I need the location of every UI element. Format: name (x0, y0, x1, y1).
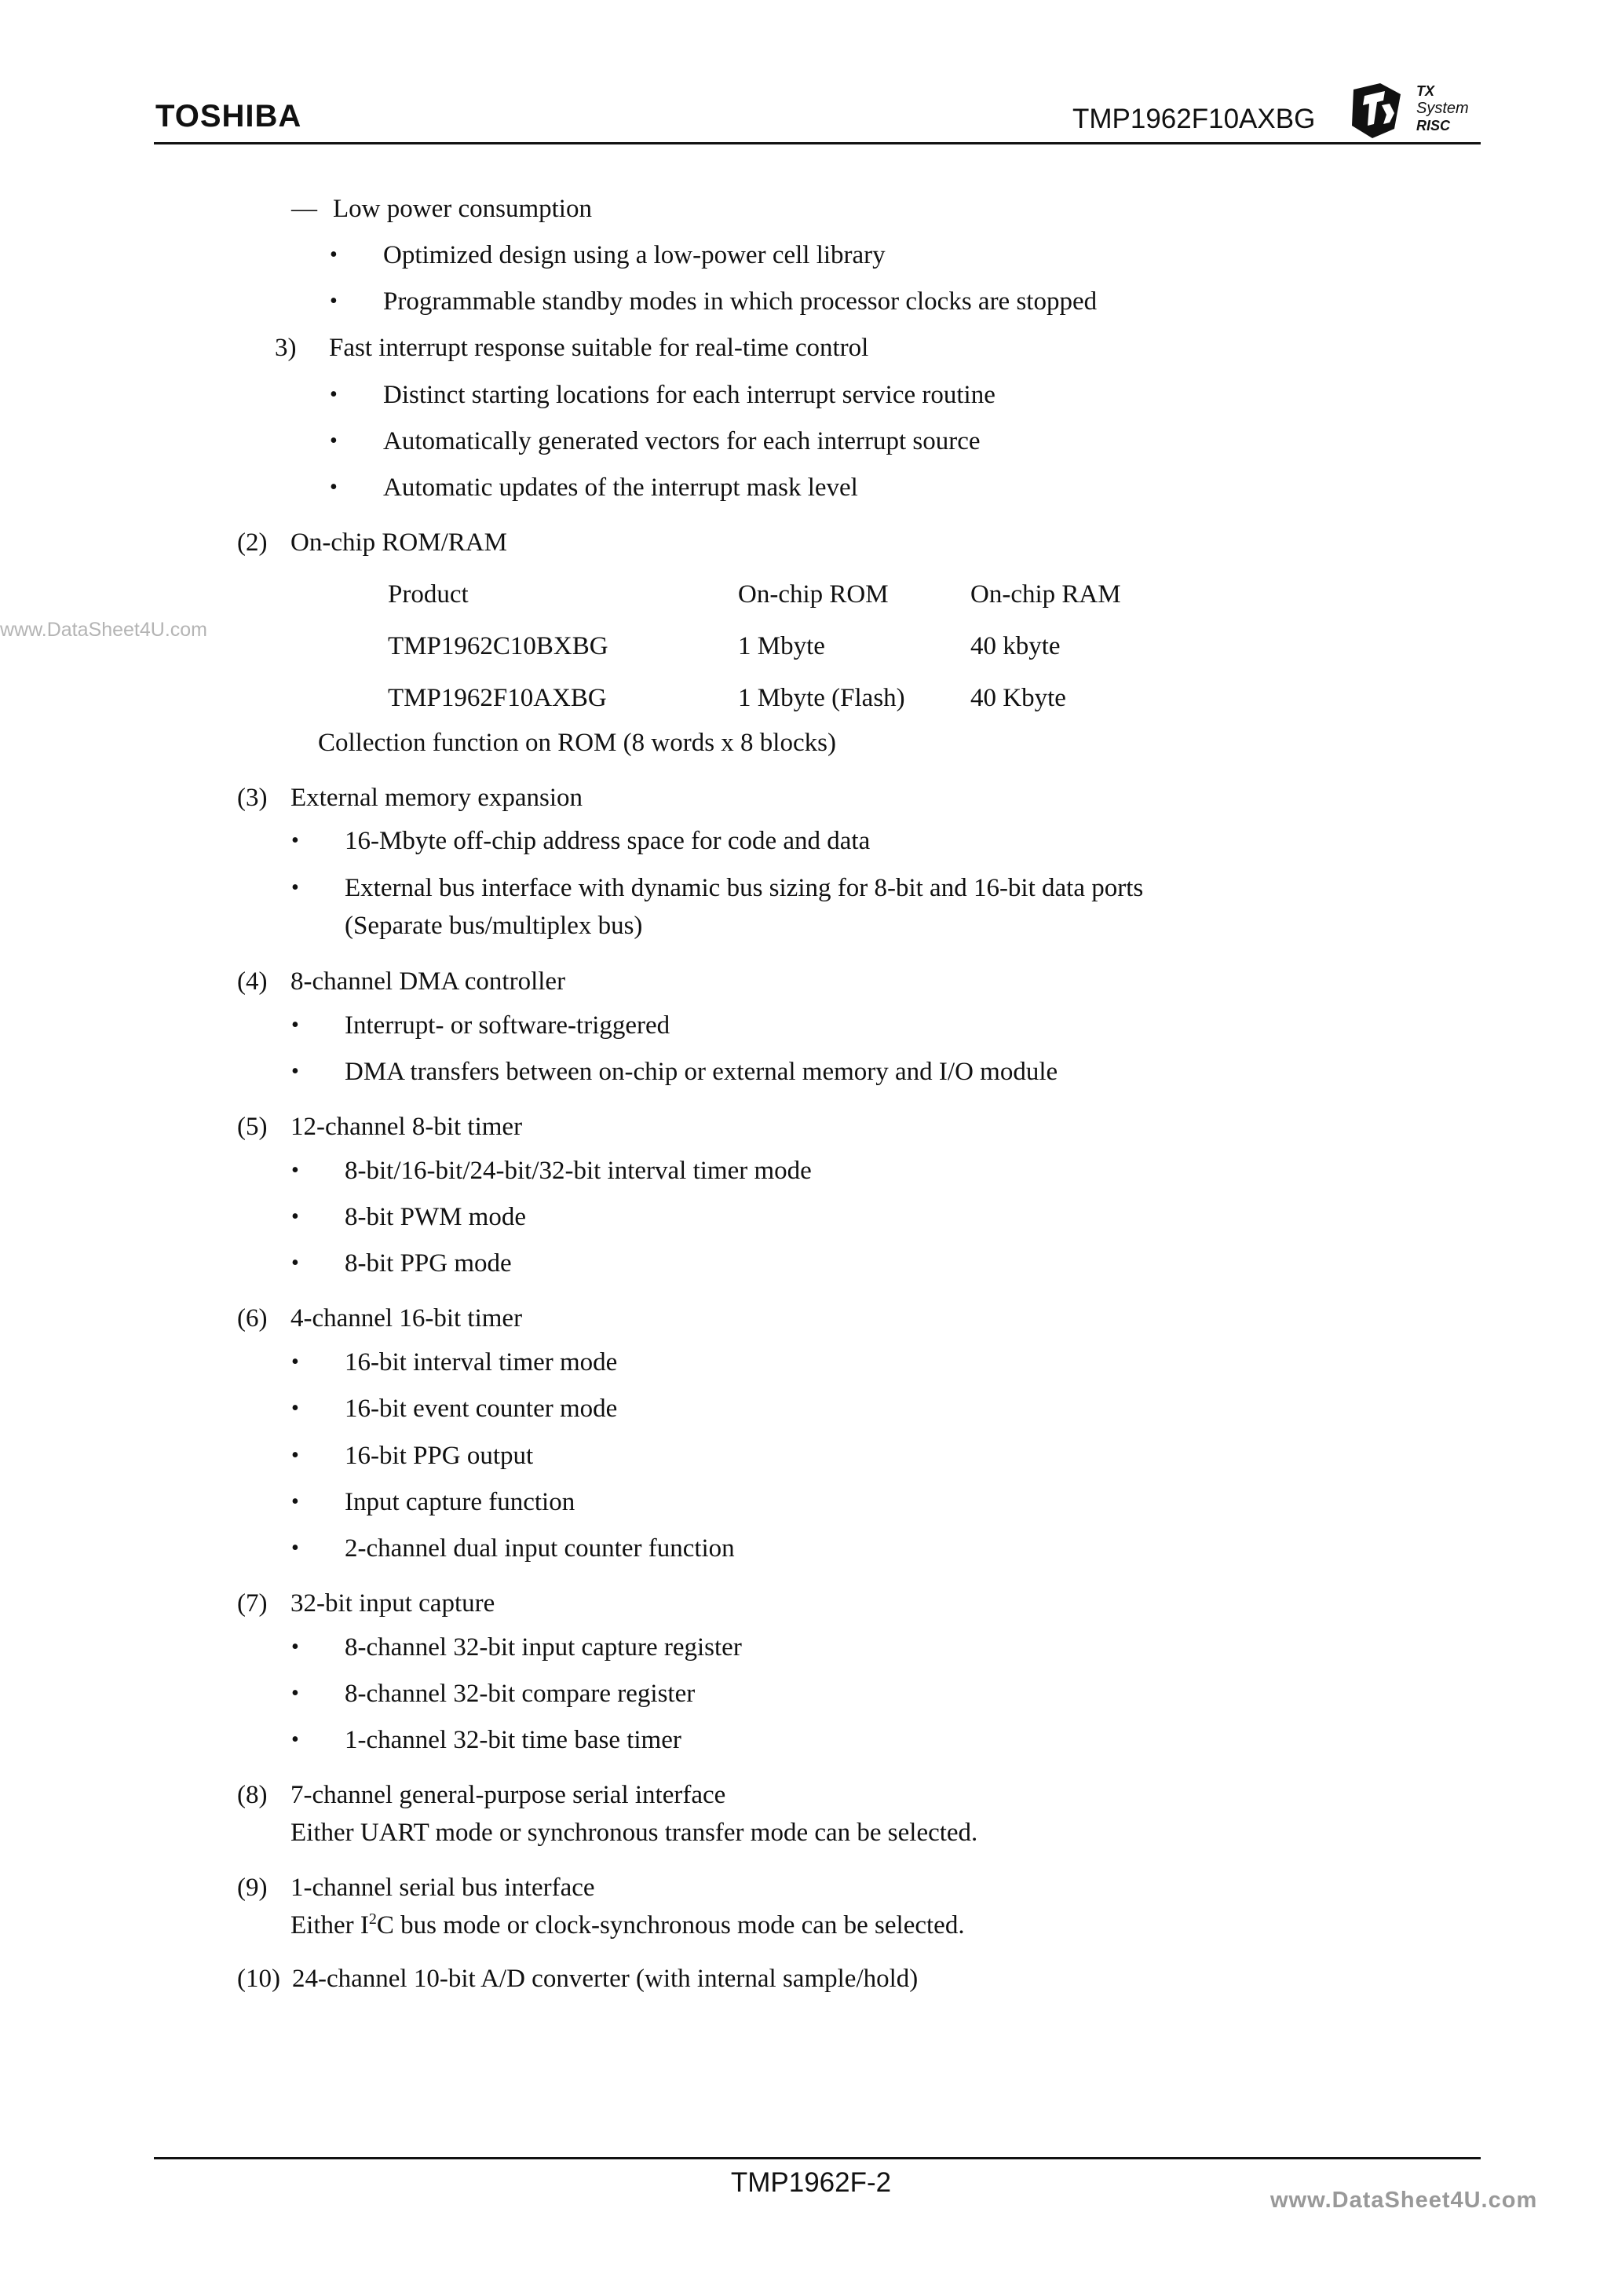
section-number: (8) (237, 1781, 268, 1809)
table-cell: 40 Kbyte (970, 684, 1066, 712)
section-number: (3) (237, 784, 268, 812)
list-item: • DMA transfers between on-chip or external memory and I/O module (345, 1058, 1058, 1087)
table-cell: 1 Mbyte (738, 632, 825, 660)
company-logo-text: TOSHIBA (155, 99, 302, 133)
section-title: External memory expansion (290, 784, 583, 812)
section-title: 32-bit input capture (290, 1589, 495, 1618)
dash-marker: — (291, 195, 317, 223)
section-title: 4-channel 16-bit timer (290, 1304, 523, 1333)
table-header: Product (388, 580, 469, 609)
section-number: (10) (237, 1965, 280, 1993)
list-item: • 8-channel 32-bit compare register (345, 1680, 695, 1709)
list-item: • 2-channel dual input counter function (345, 1534, 735, 1563)
section-title: On-chip ROM/RAM (290, 528, 507, 557)
section-number: (9) (237, 1874, 268, 1902)
subsection-title: Fast interrupt response suitable for real-time control (329, 334, 869, 362)
list-item: • Automatic updates of the interrupt mask level (383, 473, 858, 503)
tx-system-risc-logo (1346, 79, 1479, 141)
section-note: Collection function on ROM (8 words x 8 blocks) (318, 729, 836, 757)
table-header: On-chip RAM (970, 580, 1121, 609)
section-title: 7-channel general-purpose serial interface (290, 1781, 726, 1809)
list-item: • 16-bit event counter mode (345, 1395, 617, 1424)
list-item: • 1-channel 32-bit time base timer (345, 1726, 681, 1755)
section-title: 8-channel DMA controller (290, 967, 566, 996)
list-item: • Distinct starting locations for each interrupt service routine (383, 381, 995, 410)
item-number: 3) (275, 334, 297, 362)
watermark-left: www.DataSheet4U.com (0, 619, 208, 641)
section-number: (7) (237, 1589, 268, 1618)
list-item: • 8-bit/16-bit/24-bit/32-bit interval timer mode (345, 1157, 812, 1186)
list-item: • 8-bit PPG mode (345, 1249, 512, 1278)
section-description: Either UART mode or synchronous transfer mode can be selected. (290, 1819, 978, 1847)
list-item: • External bus interface with dynamic bus sizing for 8-bit and 16-bit data ports (345, 874, 1143, 903)
section-number: (6) (237, 1304, 268, 1333)
header-part-number: TMP1962F10AXBG (1072, 104, 1316, 134)
subsection-title: Low power consumption (333, 195, 592, 223)
superscript: 2 (368, 1910, 377, 1928)
section-number: (4) (237, 967, 268, 996)
section-title: 1-channel serial bus interface (290, 1874, 595, 1902)
section-number: (5) (237, 1113, 268, 1141)
section-description (290, 1911, 965, 1940)
logo-tx-text: TX (1416, 83, 1435, 99)
list-item: • 16-bit interval timer mode (345, 1348, 617, 1377)
list-item: • Optimized design using a low-power cell library (383, 241, 886, 270)
desc-part: C bus mode or clock-synchronous mode can be selected. (376, 1911, 965, 1940)
section-title: 12-channel 8-bit timer (290, 1113, 523, 1141)
table-cell: 40 kbyte (970, 632, 1061, 660)
list-item: • 16-Mbyte off-chip address space for code and data (345, 827, 870, 856)
table-cell: TMP1962C10BXBG (388, 632, 608, 660)
logo-risc-text: RISC (1416, 118, 1451, 133)
page-number: TMP1962F-2 (730, 2167, 892, 2198)
watermark-right: www.DataSheet4U.com (1270, 2188, 1538, 2213)
desc-part: Either I (290, 1911, 369, 1940)
list-item: • Automatically generated vectors for each interrupt source (383, 427, 981, 456)
section-number: (2) (237, 528, 268, 557)
table-cell: 1 Mbyte (Flash) (738, 684, 905, 712)
logo-system-text: System (1416, 100, 1469, 117)
list-item-continuation: (Separate bus/multiplex bus) (345, 912, 643, 940)
list-item: • Interrupt- or software-triggered (345, 1011, 670, 1040)
header-rule (154, 142, 1481, 144)
list-item: • Input capture function (345, 1488, 575, 1517)
list-item: • 16-bit PPG output (345, 1442, 533, 1471)
table-cell: TMP1962F10AXBG (388, 684, 607, 712)
list-item: • 8-bit PWM mode (345, 1203, 526, 1232)
table-header: On-chip ROM (738, 580, 889, 609)
list-item: • Programmable standby modes in which processor clocks are stopped (383, 287, 1097, 316)
section-title: 24-channel 10-bit A/D converter (with internal sample/hold) (292, 1965, 919, 1993)
footer-rule (154, 2157, 1481, 2159)
list-item: • 8-channel 32-bit input capture register (345, 1633, 742, 1662)
